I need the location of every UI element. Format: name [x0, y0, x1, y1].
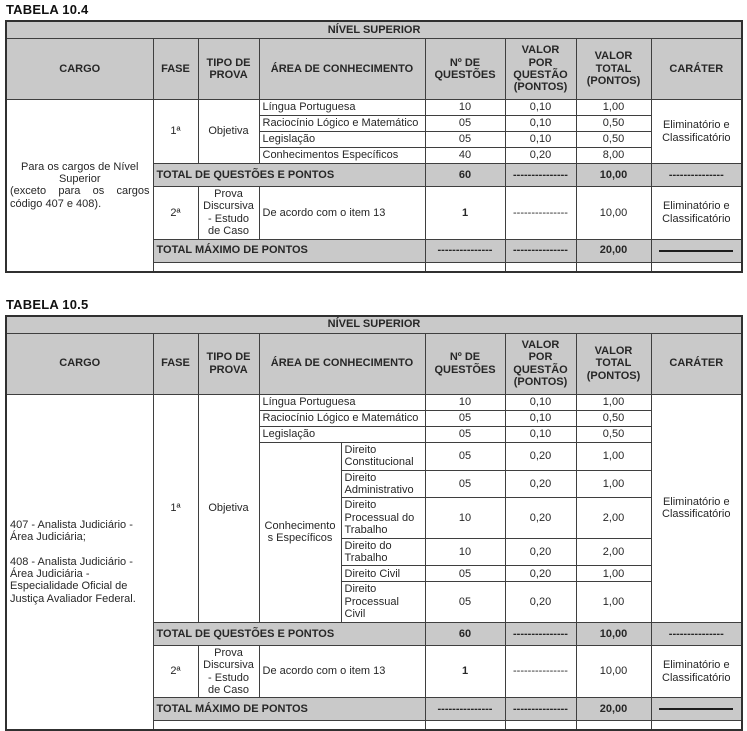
- cell-fase-2: 2ª: [153, 187, 198, 240]
- cell-area-2: De acordo com o item 13: [259, 645, 425, 698]
- cell-questoes: 10: [425, 394, 505, 410]
- cell-valor-questao: 0,10: [505, 394, 576, 410]
- cell-tipo-prova-2: Prova Discursiva - Estudo de Caso: [198, 645, 259, 698]
- spacer-cell: [153, 262, 425, 272]
- tabela-10-5-label: TABELA 10.5: [6, 296, 89, 312]
- cell-valor-questao: 0,20: [505, 538, 576, 566]
- spacer-cell: [153, 721, 425, 731]
- total-dash: ---------------: [505, 698, 576, 721]
- cargo-text-line2: (exceto para os cargos código 407 e 408).: [10, 185, 150, 210]
- cell-area: Direito Processual do Trabalho: [341, 498, 425, 538]
- cell-cargo: [6, 100, 153, 272]
- cell-valor-total: 0,50: [576, 116, 651, 132]
- cell-valor-total: 0,50: [576, 410, 651, 426]
- cell-area: Direito Processual Civil: [341, 582, 425, 622]
- cell-valor-questao: 0,10: [505, 132, 576, 148]
- cell-area: Raciocínio Lógico e Matemático: [259, 410, 425, 426]
- cell-area: Conhecimentos Específicos: [259, 148, 425, 164]
- cell-area: Direito Constitucional: [341, 442, 425, 470]
- col-header-valor-total: VALOR TOTAL (PONTOS): [576, 39, 651, 100]
- spacer-cell: [425, 262, 505, 272]
- cell-dash: ---------------: [505, 645, 576, 698]
- total-maximo-label: TOTAL MÁXIMO DE PONTOS: [153, 698, 425, 721]
- cell-valor-total: 2,00: [576, 498, 651, 538]
- cargo-text-line1: Para os cargos de Nível Superior: [21, 160, 139, 185]
- solid-line: [659, 708, 733, 710]
- cell-valor-total: 1,00: [576, 442, 651, 470]
- total-max-value: 20,00: [576, 239, 651, 262]
- col-header-n-de-questoes: Nº DE QUESTÕES: [425, 39, 505, 100]
- total-max-value: 20,00: [576, 698, 651, 721]
- col-header-carater: CARÁTER: [651, 39, 742, 100]
- cell-valor-questao: 0,10: [505, 100, 576, 116]
- cell-questoes: 05: [425, 116, 505, 132]
- cell-valor-questao: 0,10: [505, 426, 576, 442]
- cell-area: Raciocínio Lógico e Matemático: [259, 116, 425, 132]
- cell-area: Língua Portuguesa: [259, 394, 425, 410]
- total-questoes-value: 60: [425, 164, 505, 187]
- cell-valor-total: 1,00: [576, 100, 651, 116]
- cell-valor-total: 0,50: [576, 132, 651, 148]
- cell-area-2: De acordo com o item 13: [259, 187, 425, 240]
- total-dash: ---------------: [505, 164, 576, 187]
- cell-questoes: 05: [425, 426, 505, 442]
- col-header-area-de-conhecimento: ÁREA DE CONHECIMENTO: [259, 39, 425, 100]
- cell-fase-1: 1ª: [153, 394, 198, 622]
- cell-questoes: 40: [425, 148, 505, 164]
- cell-area: Legislação: [259, 426, 425, 442]
- total-dash: ---------------: [425, 239, 505, 262]
- cargo-text-407: 407 - Analista Judiciário - Área Judiciária;: [10, 518, 133, 544]
- tabela-10-4: [5, 20, 743, 273]
- total-dash: ---------------: [505, 622, 576, 645]
- col-header-fase: FASE: [153, 39, 198, 100]
- cell-questoes: 05: [425, 582, 505, 622]
- cell-valor-total-2: 10,00: [576, 187, 651, 240]
- cell-valor-questao: 0,10: [505, 410, 576, 426]
- table-title: NÍVEL SUPERIOR: [6, 316, 742, 334]
- cell-dash: ---------------: [505, 187, 576, 240]
- cell-questoes: 05: [425, 132, 505, 148]
- col-header-valor-por-questao: VALOR POR QUESTÃO (PONTOS): [505, 333, 576, 394]
- cell-valor-questao: 0,20: [505, 148, 576, 164]
- spacer-cell: [651, 721, 742, 731]
- cell-carater-1: Eliminatório e Classificatório: [651, 100, 742, 164]
- col-header-fase: FASE: [153, 333, 198, 394]
- cell-solid-line: [651, 239, 742, 262]
- cell-questoes-2: 1: [425, 645, 505, 698]
- total-dash: ---------------: [505, 239, 576, 262]
- table-title: NÍVEL SUPERIOR: [6, 21, 742, 39]
- cell-fase-1: 1ª: [153, 100, 198, 164]
- total-questoes-value: 60: [425, 622, 505, 645]
- cell-questoes: 10: [425, 498, 505, 538]
- cell-carater-1: Eliminatório e Classificatório: [651, 394, 742, 622]
- tabela-10-5: [5, 315, 743, 731]
- spacer-cell: [576, 721, 651, 731]
- col-header-cargo: CARGO: [6, 333, 153, 394]
- spacer-cell: [425, 721, 505, 731]
- cell-valor-questao: 0,20: [505, 582, 576, 622]
- cell-valor-total: 1,00: [576, 470, 651, 498]
- cell-valor-questao: 0,10: [505, 116, 576, 132]
- total-pontos-value: 10,00: [576, 164, 651, 187]
- cell-questoes: 05: [425, 442, 505, 470]
- col-header-carater: CARÁTER: [651, 333, 742, 394]
- cell-valor-total-2: 10,00: [576, 645, 651, 698]
- cell-questoes: 05: [425, 566, 505, 582]
- cell-valor-questao: 0,20: [505, 566, 576, 582]
- cell-solid-line: [651, 698, 742, 721]
- cell-valor-total: 8,00: [576, 148, 651, 164]
- total-questoes-label: TOTAL DE QUESTÕES E PONTOS: [153, 164, 425, 187]
- cell-carater-2: Eliminatório e Classificatório: [651, 645, 742, 698]
- total-questoes-label: TOTAL DE QUESTÕES E PONTOS: [153, 622, 425, 645]
- cell-questoes: 10: [425, 100, 505, 116]
- cell-questoes: 10: [425, 538, 505, 566]
- cell-valor-total: 1,00: [576, 582, 651, 622]
- cell-questoes: 05: [425, 470, 505, 498]
- cell-area: Direito do Trabalho: [341, 538, 425, 566]
- cell-questoes-2: 1: [425, 187, 505, 240]
- cell-valor-total: 1,00: [576, 566, 651, 582]
- cell-valor-questao: 0,20: [505, 498, 576, 538]
- col-header-area-de-conhecimento: ÁREA DE CONHECIMENTO: [259, 333, 425, 394]
- cell-valor-total: 2,00: [576, 538, 651, 566]
- total-dash: ---------------: [425, 698, 505, 721]
- cell-conhecimentos-especificos: Conhecimentos Específicos: [259, 442, 341, 622]
- col-header-tipo-de-prova: TIPO DE PROVA: [198, 39, 259, 100]
- col-header-cargo: CARGO: [6, 39, 153, 100]
- cell-valor-total: 1,00: [576, 394, 651, 410]
- col-header-n-de-questoes: Nº DE QUESTÕES: [425, 333, 505, 394]
- total-maximo-label: TOTAL MÁXIMO DE PONTOS: [153, 239, 425, 262]
- cargo-text-408: 408 - Analista Judiciário - Área Judiciária - Especialidade Oficial de Justiça Avaliador Federal.: [10, 555, 136, 605]
- spacer-cell: [505, 262, 576, 272]
- cell-tipo-prova-1: Objetiva: [198, 100, 259, 164]
- col-header-valor-por-questao: VALOR POR QUESTÃO (PONTOS): [505, 39, 576, 100]
- cell-tipo-prova-2: Prova Discursiva - Estudo de Caso: [198, 187, 259, 240]
- cell-valor-questao: 0,20: [505, 442, 576, 470]
- cell-cargo: [6, 394, 153, 730]
- cell-valor-questao: 0,20: [505, 470, 576, 498]
- cell-area: Direito Administrativo: [341, 470, 425, 498]
- cell-area: Legislação: [259, 132, 425, 148]
- solid-line: [659, 250, 733, 252]
- col-header-valor-total: VALOR TOTAL (PONTOS): [576, 333, 651, 394]
- spacer-cell: [505, 721, 576, 731]
- cell-area: Língua Portuguesa: [259, 100, 425, 116]
- cell-questoes: 05: [425, 410, 505, 426]
- total-pontos-value: 10,00: [576, 622, 651, 645]
- total-dash: ---------------: [651, 164, 742, 187]
- tabela-10-4-label: TABELA 10.4: [6, 2, 89, 17]
- cell-fase-2: 2ª: [153, 645, 198, 698]
- spacer-cell: [651, 262, 742, 272]
- cell-area: Direito Civil: [341, 566, 425, 582]
- cell-tipo-prova-1: Objetiva: [198, 394, 259, 622]
- cell-valor-total: 0,50: [576, 426, 651, 442]
- spacer-cell: [576, 262, 651, 272]
- total-dash: ---------------: [651, 622, 742, 645]
- col-header-tipo-de-prova: TIPO DE PROVA: [198, 333, 259, 394]
- cell-carater-2: Eliminatório e Classificatório: [651, 187, 742, 240]
